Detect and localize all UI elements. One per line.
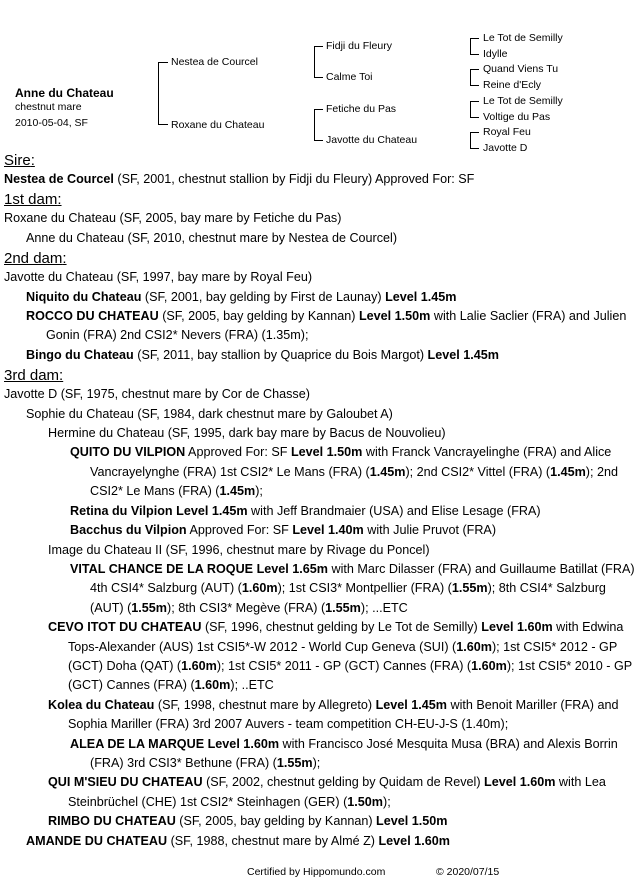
pedigree-chart bbox=[0, 0, 641, 152]
ancestor-gen4[interactable]: Royal Feu bbox=[483, 126, 531, 138]
connector-line bbox=[470, 132, 479, 133]
horse-entry: Bingo du Chateau (SF, 2011, bay stallion by Quaprice du Bois Margot) Level 1.45m bbox=[26, 347, 499, 362]
connector-line bbox=[470, 38, 471, 54]
horse-name[interactable]: Retina du Vilpion bbox=[70, 503, 173, 518]
horse-entry: Bacchus du Vilpion Approved For: SF Level 1.40m with Julie Pruvot (FRA) bbox=[70, 523, 497, 538]
level-badge: Level 1.45m bbox=[385, 289, 457, 304]
level-badge: Level 1.45m bbox=[375, 697, 447, 712]
horse-entry: Kolea du Chateau (SF, 1998, chestnut mare by Allegreto) Level 1.45m with Benoit Mariller (FRA) and Sophia Mariller (FRA) 3rd 2007 Auvers - team competition CH-EU-J-S (1.40m); bbox=[48, 697, 619, 732]
level-badge: Level 1.60m bbox=[207, 736, 280, 751]
level-badge: Level 1.50m bbox=[290, 445, 363, 460]
ancestor-gen4[interactable]: Le Tot de Semilly bbox=[483, 95, 563, 107]
horse-name[interactable]: Sophie du Chateau bbox=[26, 406, 134, 421]
dam-name[interactable]: Roxane du Chateau bbox=[171, 119, 265, 131]
horse-entry: Niquito du Chateau (SF, 2001, bay gelding by First de Launay) Level 1.45m bbox=[26, 289, 457, 304]
level-badge: Level 1.60m bbox=[378, 833, 450, 848]
level-badge: Level 1.50m bbox=[376, 814, 448, 829]
horse-entry: Sophie du Chateau (SF, 1984, dark chestnut mare by Galoubet A) bbox=[26, 406, 393, 421]
horse-entry: Image du Chateau II (SF, 1996, chestnut mare by Rivage du Poncel) bbox=[48, 542, 430, 557]
horse-entry: Javotte du Chateau (SF, 1997, bay mare by Royal Feu) bbox=[4, 270, 313, 285]
section-heading-2nd-dam: 2nd dam: bbox=[4, 250, 67, 268]
subject-birth: 2010-05-04, SF bbox=[15, 117, 88, 129]
horse-entry: ROCCO DU CHATEAU (SF, 2005, bay gelding by Kannan) Level 1.50m with Lalie Saclier (FRA) and Julien Gonin (FRA) 2nd CSI2* Nevers (FRA) (1.35m); bbox=[26, 309, 627, 343]
connector-line bbox=[470, 38, 479, 39]
connector-line bbox=[314, 109, 315, 140]
horse-entry: VITAL CHANCE DE LA ROQUE Level 1.65m with Marc Dilasser (FRA) and Guillaume Batillat (FRA) 4th CSI4* Salzburg (AUT) (1.60m); 1st CSI3* Montpellier (FRA) (1.55m); 8th CSI4* Salzburg (AUT) (1.55m); 8th CSI3* Megève (FRA) (1.55m); ...ETC bbox=[70, 561, 635, 615]
horse-name[interactable]: Nestea de Courcel bbox=[4, 172, 114, 186]
horse-entry: RIMBO DU CHATEAU (SF, 2005, bay gelding by Kannan) Level 1.50m bbox=[48, 814, 448, 829]
horse-entry: Roxane du Chateau (SF, 2005, bay mare by Fetiche du Pas) bbox=[4, 211, 342, 226]
horse-name[interactable]: Javotte D bbox=[4, 387, 58, 402]
connector-line bbox=[470, 148, 479, 149]
horse-entry: AMANDE DU CHATEAU (SF, 1988, chestnut mare by Almé Z) Level 1.60m bbox=[26, 833, 450, 848]
ancestor-gen4[interactable]: Voltige du Pas bbox=[483, 111, 551, 123]
horse-name[interactable]: AMANDE DU CHATEAU bbox=[26, 833, 168, 848]
copyright-date: © 2020/07/15 bbox=[436, 866, 500, 878]
connector-line bbox=[158, 62, 159, 124]
connector-line bbox=[470, 85, 479, 86]
horse-name[interactable]: Niquito du Chateau bbox=[26, 289, 142, 304]
sire-name[interactable]: Nestea de Courcel bbox=[171, 56, 258, 68]
level-badge: Level 1.50m bbox=[358, 309, 431, 324]
ancestor-gen4[interactable]: Reine d'Ecly bbox=[483, 79, 542, 91]
level-badge: Level 1.45m bbox=[427, 347, 499, 362]
connector-line bbox=[470, 132, 471, 148]
horse-name[interactable]: Bacchus du Vilpion bbox=[70, 523, 187, 538]
horse-name[interactable]: Kolea du Chateau bbox=[48, 697, 155, 712]
horse-name[interactable]: QUI M'SIEU DU CHATEAU bbox=[48, 775, 203, 790]
dam-sire[interactable]: Fetiche du Pas bbox=[326, 103, 397, 115]
section-heading-1st-dam: 1st dam: bbox=[4, 191, 62, 209]
horse-name[interactable]: Bingo du Chateau bbox=[26, 347, 134, 362]
horse-entry: ALEA DE LA MARQUE Level 1.60m with Francisco José Mesquita Musa (BRA) and Alexis Borrin (FRA) 3rd CSI3* Bethune (FRA) (1.55m); bbox=[70, 736, 618, 770]
connector-line bbox=[314, 46, 315, 77]
level-badge: Level 1.40m bbox=[292, 523, 364, 538]
horse-name[interactable]: RIMBO DU CHATEAU bbox=[48, 814, 176, 829]
horse-entry: QUI M'SIEU DU CHATEAU (SF, 2002, chestnut gelding by Quidam de Revel) Level 1.60m with Lea Steinbrüchel (CHE) 1st CSI2* Steinhagen (GER) (1.50m); bbox=[48, 775, 606, 809]
horse-entry: Retina du Vilpion Level 1.45m with Jeff Brandmaier (USA) and Elise Lesage (FRA) bbox=[70, 503, 541, 518]
horse-name[interactable]: CEVO ITOT DU CHATEAU bbox=[48, 620, 202, 635]
horse-name[interactable]: Image du Chateau II bbox=[48, 542, 163, 557]
section-heading-3rd-dam: 3rd dam: bbox=[4, 367, 64, 385]
horse-entry: Hermine du Chateau (SF, 1995, dark bay mare by Bacus de Nouvolieu) bbox=[48, 426, 446, 441]
dam-dam[interactable]: Javotte du Chateau bbox=[326, 134, 418, 146]
horse-name[interactable]: Javotte du Chateau bbox=[4, 270, 114, 285]
ancestor-gen4[interactable]: Idylle bbox=[483, 48, 508, 60]
horse-entry: CEVO ITOT DU CHATEAU (SF, 1996, chestnut gelding by Le Tot de Semilly) Level 1.60m with Edwina Tops-Alexander (AUS) 1st CSI5*-W 2012 - World Cup Geneva (SUI) (1.60m); 1st CSI5* 2012 - GP (GCT) Doha (QAT) (1.60m); 1st CSI5* 2011 - GP (GCT) Cannes (FRA) (1.60m); 1st CSI5* 2010 - GP (GCT) Cannes (FRA) (1.60m); ..ETC bbox=[48, 620, 632, 693]
horse-entry: Anne du Chateau (SF, 2010, chestnut mare by Nestea de Courcel) bbox=[26, 230, 398, 245]
connector-line bbox=[158, 124, 168, 125]
horse-entry: Javotte D (SF, 1975, chestnut mare by Cor de Chasse) bbox=[4, 387, 310, 402]
level-badge: Level 1.60m bbox=[481, 620, 553, 635]
connector-line bbox=[314, 140, 323, 141]
sire-sire[interactable]: Fidji du Fleury bbox=[326, 40, 392, 52]
connector-line bbox=[314, 109, 323, 110]
certified-by-link[interactable]: Certified by Hippomundo.com bbox=[247, 866, 386, 878]
production-record bbox=[4, 150, 638, 851]
connector-line bbox=[470, 54, 479, 55]
connector-line bbox=[314, 77, 323, 78]
horse-entry: Nestea de Courcel (SF, 2001, chestnut stallion by Fidji du Fleury) Approved For: SF bbox=[4, 172, 475, 186]
horse-name[interactable]: Hermine du Chateau bbox=[48, 426, 165, 441]
ancestor-gen4[interactable]: Quand Viens Tu bbox=[483, 63, 559, 75]
connector-line bbox=[470, 101, 471, 117]
subject-name: Anne du Chateau bbox=[15, 86, 114, 100]
level-badge: Level 1.60m bbox=[484, 775, 556, 790]
horse-name[interactable]: Anne du Chateau bbox=[26, 230, 125, 245]
horse-name[interactable]: Roxane du Chateau bbox=[4, 211, 117, 226]
connector-line bbox=[470, 117, 479, 118]
level-badge: Level 1.45m bbox=[176, 503, 248, 518]
connector-line bbox=[314, 46, 323, 47]
section-heading-sire: Sire: bbox=[4, 152, 35, 169]
horse-name[interactable]: ALEA DE LA MARQUE bbox=[70, 736, 205, 751]
subject-description: chestnut mare bbox=[15, 101, 82, 113]
connector-line bbox=[470, 101, 479, 102]
connector-line bbox=[470, 69, 479, 70]
sire-dam[interactable]: Calme Toi bbox=[326, 71, 373, 83]
level-badge: Level 1.65m bbox=[256, 561, 329, 576]
ancestor-gen4[interactable]: Le Tot de Semilly bbox=[483, 32, 563, 44]
horse-entry: QUITO DU VILPION Approved For: SF Level 1.50m with Franck Vancrayelinghe (FRA) and Alice Vancrayelynghe (FRA) 1st CSI2* Le Mans (FRA) (1.45m); 2nd CSI2* Vittel (FRA) (1.45m); 2nd CSI2* Le Mans (FRA) (1.45m); bbox=[70, 445, 619, 499]
horse-name[interactable]: VITAL CHANCE DE LA ROQUE bbox=[70, 561, 254, 576]
connector-line bbox=[470, 69, 471, 85]
connector-line bbox=[158, 62, 168, 63]
ancestor-gen4[interactable]: Javotte D bbox=[483, 142, 528, 154]
horse-name[interactable]: QUITO DU VILPION bbox=[70, 445, 186, 460]
horse-name[interactable]: ROCCO DU CHATEAU bbox=[26, 309, 159, 324]
